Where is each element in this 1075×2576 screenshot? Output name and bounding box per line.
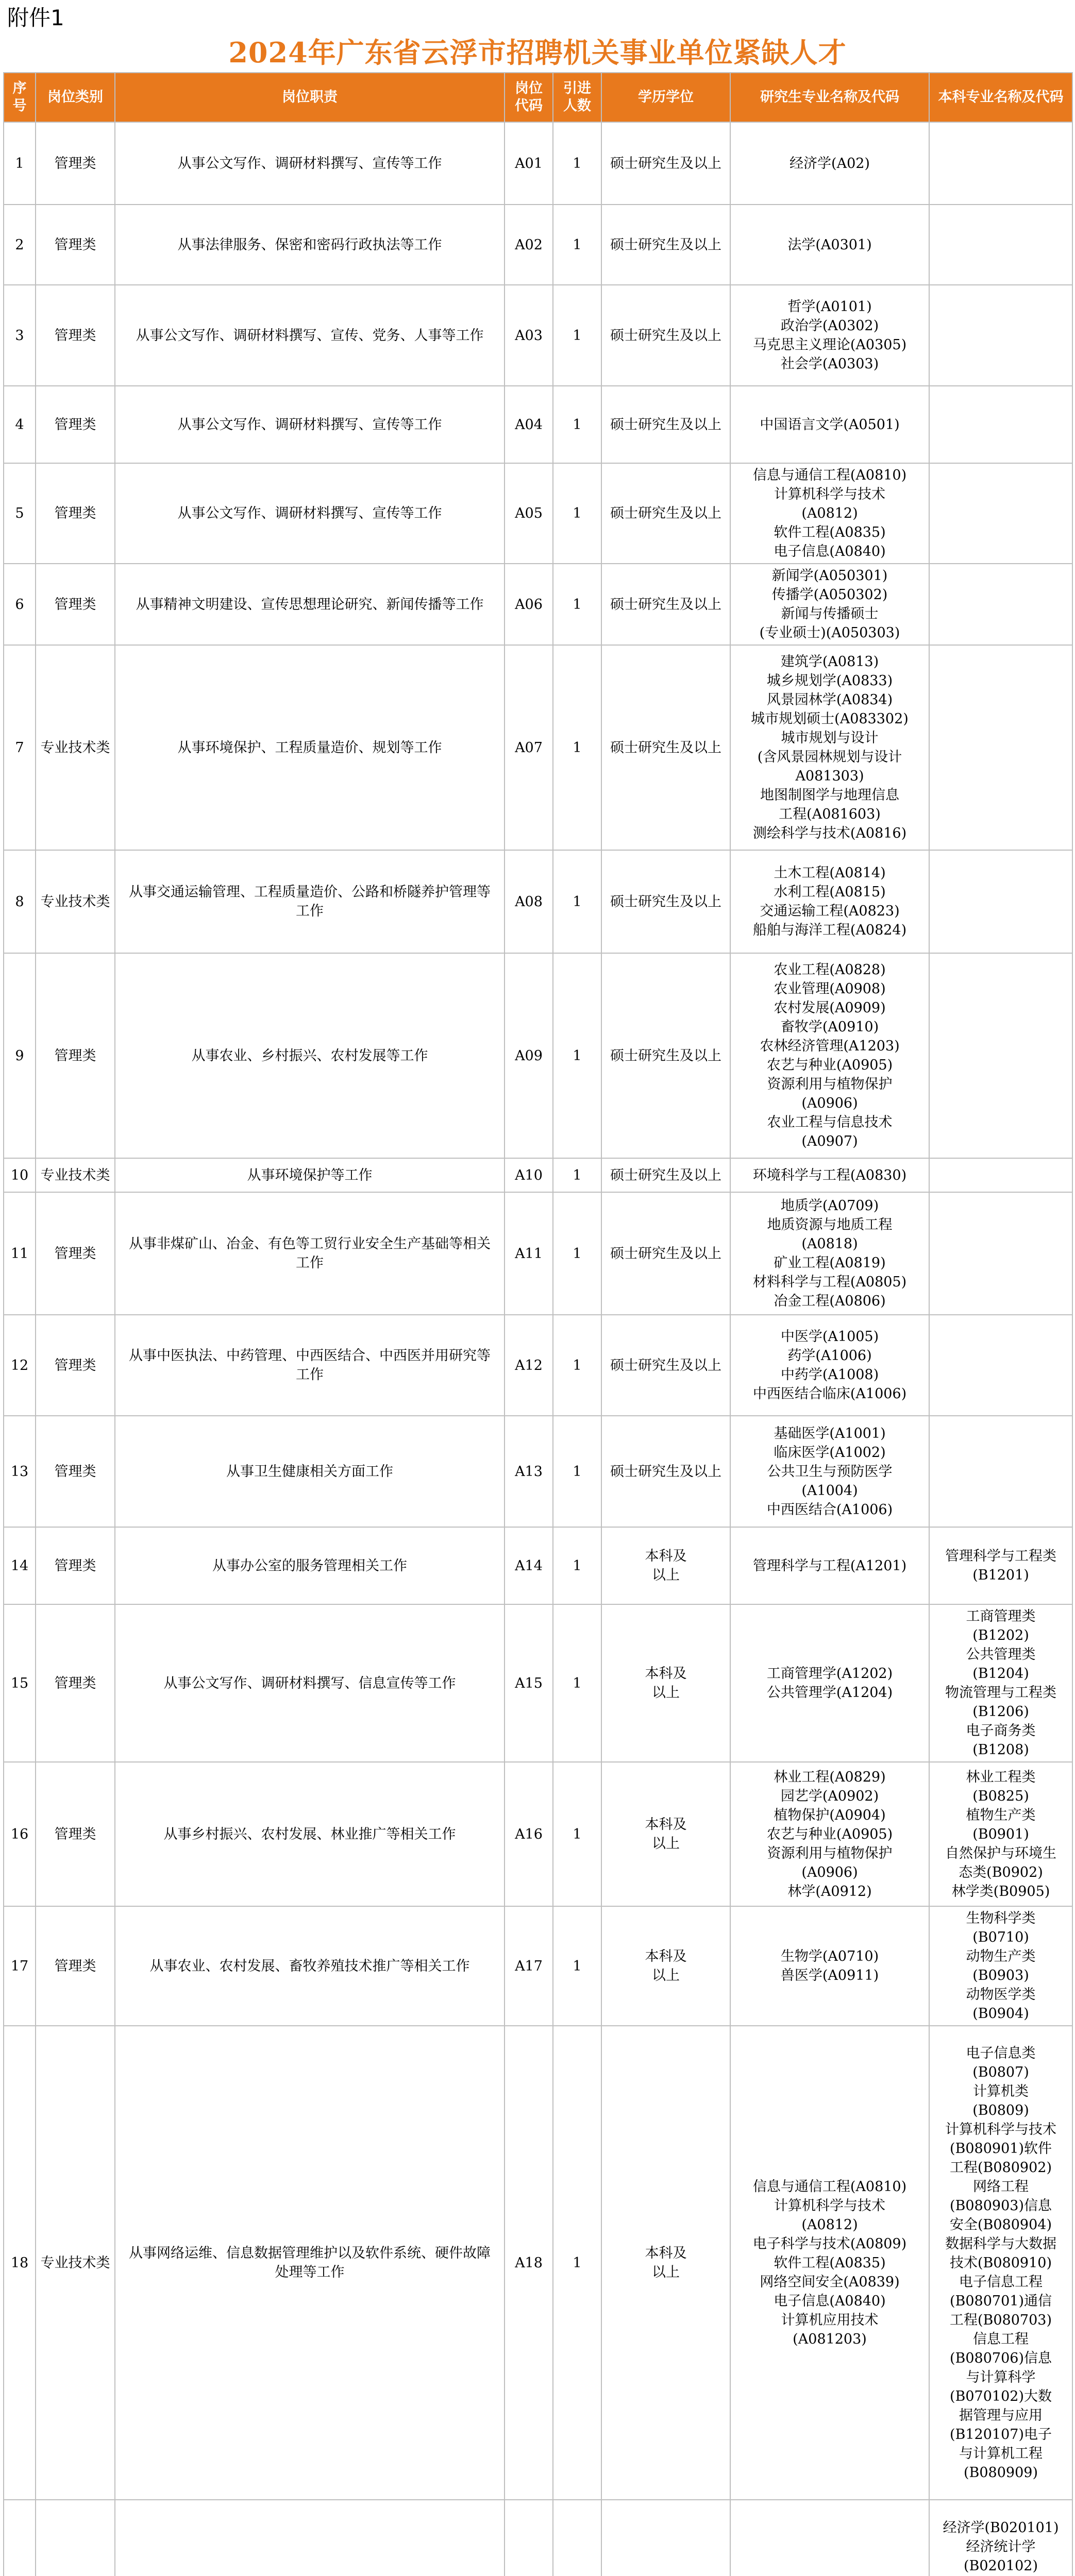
row-edu: 硕士研究生及以上 (601, 1192, 730, 1315)
header-und: 本科专业名称及代码 (929, 73, 1072, 122)
table-row (4, 1906, 1072, 2026)
row-grad-majors: 中国语言文学(A0501) (730, 386, 929, 463)
header-num: 引进人数 (553, 73, 601, 122)
row-duty: 从事公文写作、调研材料撰写、宣传等工作 (115, 386, 505, 463)
row-grad-majors: 管理科学与工程(A1201) (730, 1527, 929, 1604)
row-code: A10 (505, 1158, 553, 1192)
row-num: 1 (553, 386, 601, 463)
row-category: 管理类 (36, 564, 115, 645)
row-duty: 从事办公室的服务管理相关工作 (115, 1527, 505, 1604)
row-category: 管理类 (36, 1416, 115, 1527)
row-undergrad-majors (929, 122, 1072, 205)
row-duty: 从事非煤矿山、冶金、有色等工贸行业安全生产基础等相关工作 (115, 1192, 505, 1315)
row-edu: 硕士研究生及以上 (601, 122, 730, 205)
row-grad-majors: 环境科学与工程(A0830) (730, 1158, 929, 1192)
table-row (4, 850, 1072, 953)
row-num: 1 (553, 1158, 601, 1192)
row-category: 管理类 (36, 386, 115, 463)
row-grad-majors: 信息与通信工程(A0810) 计算机科学与技术 (A0812) 电子科学与技术(A0809) 软件工程(A0835) 网络空间安全(A0839) 电子信息(A0840) 计算机应用技术 (A081203) (730, 2026, 929, 2500)
table-row (4, 1315, 1072, 1416)
row-code: A15 (505, 1604, 553, 1762)
row-undergrad-majors (929, 463, 1072, 564)
row-undergrad-majors: 管理科学与工程类 (B1201) (929, 1527, 1072, 1604)
row-grad-majors: 信息与通信工程(A0810) 计算机科学与技术 (A0812) 软件工程(A0835) 电子信息(A0840) (730, 463, 929, 564)
row-edu: 本科及 以上 (601, 2026, 730, 2500)
row-code: A03 (505, 285, 553, 386)
row-undergrad-majors: 工商管理类 (B1202) 公共管理类 (B1204) 物流管理与工程类 (B1206) 电子商务类 (B1208) (929, 1604, 1072, 1762)
table-header-row (4, 73, 1072, 122)
row-edu: 本科及 以上 (601, 1527, 730, 1604)
table-row (4, 386, 1072, 463)
row-code: A05 (505, 463, 553, 564)
table-row (4, 205, 1072, 285)
row-code: A13 (505, 1416, 553, 1527)
row-num: 1 (553, 2026, 601, 2500)
row-code: A14 (505, 1527, 553, 1604)
row-code: A01 (505, 122, 553, 205)
row-seq: 17 (4, 1906, 36, 2026)
row-edu: 本科及 以上 (601, 1906, 730, 2026)
row-duty: 从事卫生健康相关方面工作 (115, 1416, 505, 1527)
table-row (4, 1158, 1072, 1192)
row-seq: 7 (4, 645, 36, 850)
row-edu: 硕士研究生及以上 (601, 386, 730, 463)
row-category: 专业技术类 (36, 1158, 115, 1192)
row-duty: 从事环境保护等工作 (115, 1158, 505, 1192)
row-duty: 从事精神文明建设、宣传思想理论研究、新闻传播等工作 (115, 564, 505, 645)
row-grad-majors: 工商管理学(A1202) 公共管理学(A1204) (730, 1604, 929, 1762)
row-grad-majors: 地质学(A0709) 地质资源与地质工程 (A0818) 矿业工程(A0819) 材料科学与工程(A0805) 冶金工程(A0806) (730, 1192, 929, 1315)
row-grad-majors: 新闻学(A050301) 传播学(A050302) 新闻与传播硕士 (专业硕士)(A050303) (730, 564, 929, 645)
row-undergrad-majors (929, 564, 1072, 645)
row-edu: 硕士研究生及以上 (601, 645, 730, 850)
row-category: 管理类 (36, 1604, 115, 1762)
row-category: 管理类 (36, 953, 115, 1158)
row-num: 1 (553, 1315, 601, 1416)
row-undergrad-majors: 生物科学类 (B0710) 动物生产类 (B0903) 动物医学类 (B0904) (929, 1906, 1072, 2026)
row-undergrad-majors (929, 205, 1072, 285)
row-category (36, 2500, 115, 2576)
row-seq (4, 2500, 36, 2576)
row-duty: 从事公文写作、调研材料撰写、宣传等工作 (115, 122, 505, 205)
row-undergrad-majors (929, 645, 1072, 850)
row-undergrad-majors: 电子信息类 (B0807) 计算机类 (B0809) 计算机科学与技术 (B080901)软件 工程(B080902) 网络工程 (B080903)信息 安全(B080904) 数据科学与大数据 技术(B080910) 电子信息工程 (B080701)通信 工程(B080703) 信息工程 (B080706)信息 与计算科学 (B070102)大数 据管理与应用 (B120107)电子 与计算机工程 (B080909) (929, 2026, 1072, 2500)
positions-table (3, 72, 1073, 2576)
row-code (505, 2500, 553, 2576)
row-edu: 本科及 以上 (601, 1604, 730, 1762)
row-category: 管理类 (36, 1527, 115, 1604)
row-seq: 16 (4, 1762, 36, 1906)
row-num: 1 (553, 205, 601, 285)
row-code: A09 (505, 953, 553, 1158)
row-code: A17 (505, 1906, 553, 2026)
row-duty: 从事农业、乡村振兴、农村发展等工作 (115, 953, 505, 1158)
row-grad-majors: 基础医学(A1001) 临床医学(A1002) 公共卫生与预防医学 (A1004) 中西医结合(A1006) (730, 1416, 929, 1527)
row-seq: 2 (4, 205, 36, 285)
row-num: 1 (553, 1604, 601, 1762)
row-grad-majors: 建筑学(A0813) 城乡规划学(A0833) 风景园林学(A0834) 城市规划硕士(A083302) 城市规划与设计 (含风景园林规划与设计 A081303) 地图制图学与地理信息 工程(A081603) 测绘科学与技术(A0816) (730, 645, 929, 850)
row-code: A11 (505, 1192, 553, 1315)
table-row (4, 1192, 1072, 1315)
table-row (4, 285, 1072, 386)
row-num: 1 (553, 463, 601, 564)
row-code: A06 (505, 564, 553, 645)
row-num (553, 2500, 601, 2576)
table-row (4, 122, 1072, 205)
row-edu: 硕士研究生及以上 (601, 205, 730, 285)
row-seq: 18 (4, 2026, 36, 2500)
row-num: 1 (553, 1762, 601, 1906)
row-code: A02 (505, 205, 553, 285)
row-code: A04 (505, 386, 553, 463)
row-undergrad-majors (929, 1158, 1072, 1192)
row-edu: 硕士研究生及以上 (601, 1315, 730, 1416)
row-edu: 本科及 以上 (601, 1762, 730, 1906)
row-category: 管理类 (36, 463, 115, 564)
row-category: 专业技术类 (36, 2026, 115, 2500)
table-row (4, 1527, 1072, 1604)
row-category: 专业技术类 (36, 645, 115, 850)
row-edu: 硕士研究生及以上 (601, 953, 730, 1158)
row-grad-majors: 哲学(A0101) 政治学(A0302) 马克思主义理论(A0305) 社会学(A0303) (730, 285, 929, 386)
row-category: 管理类 (36, 205, 115, 285)
header-seq: 序号 (4, 73, 36, 122)
row-seq: 10 (4, 1158, 36, 1192)
row-edu: 硕士研究生及以上 (601, 1416, 730, 1527)
row-category: 管理类 (36, 1315, 115, 1416)
table-row (4, 564, 1072, 645)
row-category: 管理类 (36, 122, 115, 205)
table-row (4, 2500, 1072, 2576)
row-num: 1 (553, 285, 601, 386)
row-edu: 硕士研究生及以上 (601, 463, 730, 564)
row-category: 管理类 (36, 1762, 115, 1906)
row-undergrad-majors: 经济学(B020101) 经济统计学 (B020102) (929, 2500, 1072, 2576)
header-category: 岗位类别 (36, 73, 115, 122)
row-edu: 硕士研究生及以上 (601, 1158, 730, 1192)
row-undergrad-majors (929, 1192, 1072, 1315)
header-code: 岗位代码 (505, 73, 553, 122)
row-num: 1 (553, 645, 601, 850)
row-code: A07 (505, 645, 553, 850)
row-grad-majors: 法学(A0301) (730, 205, 929, 285)
row-duty: 从事公文写作、调研材料撰写、信息宣传等工作 (115, 1604, 505, 1762)
row-category: 管理类 (36, 1192, 115, 1315)
table-row (4, 645, 1072, 850)
row-undergrad-majors (929, 1315, 1072, 1416)
row-seq: 4 (4, 386, 36, 463)
row-undergrad-majors (929, 386, 1072, 463)
row-seq: 11 (4, 1192, 36, 1315)
table-row (4, 2026, 1072, 2500)
row-category: 管理类 (36, 285, 115, 386)
row-seq: 13 (4, 1416, 36, 1527)
row-duty: 从事交通运输管理、工程质量造价、公路和桥隧养护管理等工作 (115, 850, 505, 953)
row-code: A12 (505, 1315, 553, 1416)
row-grad-majors (730, 2500, 929, 2576)
row-grad-majors: 农业工程(A0828) 农业管理(A0908) 农村发展(A0909) 畜牧学(A0910) 农林经济管理(A1203) 农艺与种业(A0905) 资源利用与植物保护 (A0906) 农业工程与信息技术 (A0907) (730, 953, 929, 1158)
row-seq: 8 (4, 850, 36, 953)
row-seq: 12 (4, 1315, 36, 1416)
row-duty: 从事乡村振兴、农村发展、林业推广等相关工作 (115, 1762, 505, 1906)
table-row (4, 463, 1072, 564)
table-row (4, 953, 1072, 1158)
row-duty: 从事中医执法、中药管理、中西医结合、中西医并用研究等工作 (115, 1315, 505, 1416)
row-code: A18 (505, 2026, 553, 2500)
table-row (4, 1604, 1072, 1762)
row-edu (601, 2500, 730, 2576)
row-edu: 硕士研究生及以上 (601, 564, 730, 645)
header-edu: 学历学位 (601, 73, 730, 122)
row-num: 1 (553, 122, 601, 205)
row-grad-majors: 林业工程(A0829) 园艺学(A0902) 植物保护(A0904) 农艺与种业(A0905) 资源利用与植物保护 (A0906) 林学(A0912) (730, 1762, 929, 1906)
row-duty: 从事网络运维、信息数据管理维护以及软件系统、硬件故障处理等工作 (115, 2026, 505, 2500)
row-seq: 3 (4, 285, 36, 386)
row-edu: 硕士研究生及以上 (601, 850, 730, 953)
row-edu: 硕士研究生及以上 (601, 285, 730, 386)
row-grad-majors: 土木工程(A0814) 水利工程(A0815) 交通运输工程(A0823) 船舶与海洋工程(A0824) (730, 850, 929, 953)
row-duty (115, 2500, 505, 2576)
row-num: 1 (553, 564, 601, 645)
row-seq: 15 (4, 1604, 36, 1762)
row-seq: 6 (4, 564, 36, 645)
row-num: 1 (553, 953, 601, 1158)
page-title: 2024年广东省云浮市招聘机关事业单位紧缺人才 (228, 36, 847, 69)
header-duty: 岗位职责 (115, 73, 505, 122)
row-duty: 从事农业、农村发展、畜牧养殖技术推广等相关工作 (115, 1906, 505, 2026)
row-undergrad-majors (929, 953, 1072, 1158)
row-undergrad-majors (929, 1416, 1072, 1527)
row-seq: 1 (4, 122, 36, 205)
sheet-label: 附件1 (7, 5, 64, 30)
header-grad: 研究生专业名称及代码 (730, 73, 929, 122)
row-grad-majors: 经济学(A02) (730, 122, 929, 205)
row-category: 专业技术类 (36, 850, 115, 953)
row-code: A16 (505, 1762, 553, 1906)
row-num: 1 (553, 1906, 601, 2026)
row-code: A08 (505, 850, 553, 953)
table-row (4, 1762, 1072, 1906)
row-seq: 14 (4, 1527, 36, 1604)
row-num: 1 (553, 1527, 601, 1604)
row-num: 1 (553, 850, 601, 953)
row-duty: 从事环境保护、工程质量造价、规划等工作 (115, 645, 505, 850)
row-duty: 从事法律服务、保密和密码行政执法等工作 (115, 205, 505, 285)
row-undergrad-majors (929, 850, 1072, 953)
row-grad-majors: 中医学(A1005) 药学(A1006) 中药学(A1008) 中西医结合临床(A1006) (730, 1315, 929, 1416)
row-category: 管理类 (36, 1906, 115, 2026)
row-grad-majors: 生物学(A0710) 兽医学(A0911) (730, 1906, 929, 2026)
row-undergrad-majors: 林业工程类 (B0825) 植物生产类 (B0901) 自然保护与环境生 态类(B0902) 林学类(B0905) (929, 1762, 1072, 1906)
table-row (4, 1416, 1072, 1527)
row-duty: 从事公文写作、调研材料撰写、宣传、党务、人事等工作 (115, 285, 505, 386)
row-seq: 5 (4, 463, 36, 564)
row-num: 1 (553, 1192, 601, 1315)
row-undergrad-majors (929, 285, 1072, 386)
row-num: 1 (553, 1416, 601, 1527)
row-duty: 从事公文写作、调研材料撰写、宣传等工作 (115, 463, 505, 564)
row-seq: 9 (4, 953, 36, 1158)
